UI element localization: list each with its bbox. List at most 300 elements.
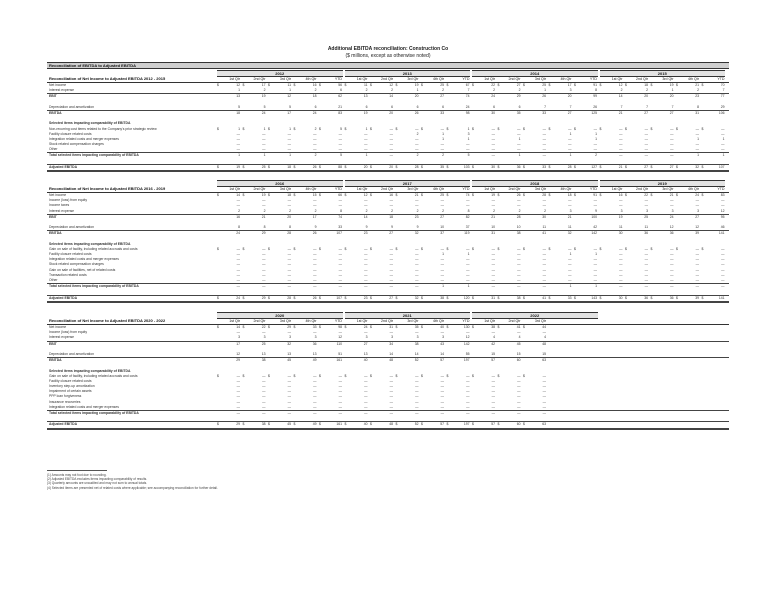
- cell-value: —: [236, 262, 240, 267]
- cell-value: —: [287, 131, 291, 136]
- currency-symbol: $: [421, 373, 423, 378]
- cell-value: —: [568, 267, 572, 272]
- currency-symbol: $: [268, 83, 270, 87]
- cell-value: —: [542, 404, 546, 409]
- cell-value: —: [415, 267, 419, 272]
- cell-value: —: [313, 389, 317, 394]
- cell-value: —: [338, 384, 342, 389]
- cell-value: 19: [261, 94, 266, 99]
- cell-value: 42: [593, 225, 597, 230]
- quarter-header: 2nd Qtr: [381, 187, 393, 191]
- cell-value: —: [670, 142, 674, 147]
- currency-symbol: $: [523, 295, 525, 300]
- cell-value: —: [389, 284, 393, 289]
- cell-value: —: [619, 142, 623, 147]
- currency-symbol: $: [395, 164, 398, 169]
- cell-value: —: [364, 147, 368, 152]
- cell-value: —: [644, 267, 648, 272]
- currency-symbol: $: [701, 164, 704, 169]
- quarter-header: YTD: [462, 187, 470, 191]
- quarter-header: YTD: [589, 187, 597, 191]
- cell-value: —: [491, 257, 495, 262]
- cell-value: —: [236, 284, 240, 289]
- currency-symbol: $: [701, 246, 704, 251]
- quarter-header: 3rd Qtr: [534, 187, 546, 191]
- cell-value: 12: [236, 351, 240, 356]
- cell-value: 27: [644, 164, 648, 169]
- cell-value: —: [695, 278, 699, 282]
- cell-value: 19: [414, 83, 419, 87]
- cell-value: 12: [236, 83, 240, 87]
- cell-value: —: [721, 142, 725, 147]
- cell-value: 7: [722, 88, 725, 93]
- cell-value: 125: [591, 110, 597, 115]
- cell-value: 40: [440, 325, 444, 329]
- cell-value: 13: [363, 351, 368, 356]
- cell-value: —: [262, 147, 266, 152]
- cell-value: —: [517, 378, 521, 383]
- cell-value: —: [440, 267, 444, 272]
- cell-value: —: [364, 378, 368, 383]
- quarter-header: YTD: [334, 77, 342, 81]
- cell-value: —: [415, 384, 419, 389]
- cell-value: —: [338, 257, 342, 262]
- cell-value: 38: [414, 341, 419, 346]
- cell-value: —: [415, 389, 419, 394]
- cell-value: —: [619, 267, 623, 272]
- cell-value: —: [389, 330, 393, 335]
- cell-value: —: [287, 399, 291, 404]
- cell-value: 99: [593, 94, 597, 99]
- cell-value: —: [542, 267, 546, 272]
- cell-value: 5: [238, 104, 240, 109]
- currency-symbol: $: [319, 325, 321, 329]
- cell-value: —: [466, 384, 470, 389]
- row-label: EBITDA: [49, 231, 62, 236]
- cell-value: —: [313, 278, 317, 282]
- quarter-header: 1st Qtr: [356, 77, 368, 81]
- cell-value: 3: [671, 208, 674, 213]
- cell-value: —: [542, 272, 546, 277]
- cell-value: 26: [593, 104, 597, 109]
- cell-value: —: [542, 389, 546, 394]
- cell-value: 12: [618, 83, 623, 87]
- cell-value: —: [313, 147, 317, 152]
- currency-symbol: $: [446, 325, 449, 329]
- cell-value: 51: [338, 351, 342, 356]
- currency-symbol: $: [268, 422, 270, 427]
- cell-value: 46: [720, 225, 725, 230]
- cell-value: —: [287, 257, 291, 262]
- cell-value: 13: [363, 94, 368, 99]
- cell-value: —: [568, 147, 572, 152]
- cell-value: —: [695, 203, 699, 208]
- cell-value: 44: [542, 325, 546, 329]
- cell-value: —: [287, 378, 291, 383]
- currency-symbol: $: [421, 164, 423, 169]
- cell-value: —: [542, 147, 546, 152]
- cell-value: 8: [289, 225, 291, 230]
- cell-value: 29: [720, 104, 725, 109]
- cell-value: 1: [595, 131, 597, 136]
- currency-symbol: $: [242, 422, 245, 427]
- cell-value: 37: [465, 225, 470, 230]
- cell-value: —: [695, 246, 699, 251]
- cell-value: 22: [491, 83, 495, 87]
- cell-value: —: [389, 373, 393, 378]
- row-label: Interest expense: [49, 208, 75, 213]
- currency-symbol: $: [497, 422, 500, 427]
- cell-value: 74: [465, 193, 470, 197]
- cell-value: 36: [312, 341, 317, 346]
- cell-value: —: [313, 284, 317, 289]
- cell-value: 7: [544, 104, 546, 109]
- cell-value: —: [338, 284, 342, 289]
- cell-value: 14: [440, 351, 444, 356]
- cell-value: 21: [261, 214, 266, 219]
- cell-value: —: [466, 198, 470, 203]
- cell-value: —: [262, 404, 266, 409]
- cell-value: —: [236, 203, 240, 208]
- currency-symbol: $: [446, 83, 449, 87]
- currency-symbol: $: [523, 83, 525, 87]
- footnote: (3) Quarterly amounts are unaudited and may not sum to annual totals.: [47, 481, 148, 486]
- cell-value: —: [389, 131, 393, 136]
- cell-value: —: [593, 262, 597, 267]
- cell-value: 1: [442, 136, 444, 141]
- row-label: Selected items impacting comparability of EBITDA: [49, 121, 131, 126]
- document-subtitle: ($ millions, except as otherwise noted): [345, 52, 431, 59]
- cell-value: 25: [644, 214, 648, 219]
- cell-value: 21: [491, 214, 495, 219]
- cell-value: —: [440, 394, 444, 399]
- cell-value: —: [389, 246, 393, 251]
- footnote: (1) Amounts may not foot due to rounding.: [47, 473, 107, 477]
- cell-value: 8: [340, 208, 342, 213]
- cell-value: 27: [669, 110, 674, 115]
- cell-value: 6: [442, 104, 444, 109]
- currency-symbol: $: [599, 83, 602, 87]
- cell-value: 98: [338, 325, 342, 329]
- cell-value: —: [695, 126, 699, 131]
- cell-value: 25: [440, 83, 444, 87]
- cell-value: —: [491, 262, 495, 267]
- currency-symbol: $: [625, 295, 627, 300]
- cell-value: —: [593, 257, 597, 262]
- cell-value: 24: [363, 325, 368, 329]
- cell-value: 130: [463, 325, 470, 329]
- cell-value: 1: [289, 88, 291, 93]
- currency-symbol: $: [650, 246, 653, 251]
- currency-symbol: $: [370, 164, 372, 169]
- cell-value: —: [517, 330, 521, 335]
- cell-value: 57: [491, 422, 495, 427]
- cell-value: 88: [338, 164, 342, 169]
- cell-value: 12: [669, 225, 674, 230]
- cell-value: 20: [669, 94, 674, 99]
- cell-value: —: [542, 203, 546, 208]
- cell-value: 1: [289, 126, 291, 131]
- cell-value: 1: [722, 136, 725, 141]
- cell-value: 21: [618, 110, 623, 115]
- cell-value: 6: [416, 104, 419, 109]
- cell-value: —: [389, 267, 393, 272]
- currency-symbol: $: [421, 246, 423, 251]
- row-label: Transaction related costs: [49, 272, 87, 277]
- currency-symbol: $: [599, 246, 602, 251]
- currency-symbol: $: [242, 126, 245, 131]
- cell-value: 45: [287, 422, 291, 427]
- cell-value: 3: [646, 208, 648, 213]
- row-label: Facility closure related costs: [49, 378, 92, 383]
- cell-value: 28: [287, 231, 291, 236]
- currency-symbol: $: [370, 246, 372, 251]
- cell-value: 2: [416, 208, 419, 213]
- cell-value: —: [313, 394, 317, 399]
- currency-symbol: $: [421, 83, 423, 87]
- row-label: Facility closure related costs: [49, 252, 92, 257]
- cell-value: 36: [516, 164, 521, 169]
- quarter-header: 1st Qtr: [484, 319, 495, 323]
- cell-value: —: [695, 284, 699, 289]
- reconciliation-section-2: [47, 180, 729, 303]
- currency-symbol: $: [446, 126, 449, 131]
- cell-value: 7: [646, 104, 648, 109]
- cell-value: —: [389, 153, 393, 158]
- cell-value: —: [568, 198, 572, 203]
- quarter-header: 1st Qtr: [356, 319, 368, 323]
- cell-value: 4: [518, 335, 521, 340]
- cell-value: —: [262, 272, 266, 277]
- quarter-header: 2nd Qtr: [253, 319, 266, 323]
- currency-symbol: $: [344, 422, 347, 427]
- cell-value: 17: [287, 110, 291, 115]
- cell-value: —: [466, 142, 470, 147]
- cell-value: —: [313, 272, 317, 277]
- cell-value: 19: [363, 110, 368, 115]
- cell-value: —: [262, 262, 266, 267]
- cell-value: 1: [467, 136, 470, 141]
- table-row: [47, 164, 729, 172]
- cell-value: 21: [618, 164, 623, 169]
- cell-value: 38: [516, 231, 521, 236]
- currency-symbol: $: [650, 164, 653, 169]
- cell-value: —: [517, 257, 521, 262]
- cell-value: 22: [261, 325, 266, 329]
- cell-value: —: [236, 272, 240, 277]
- cell-value: 23: [414, 214, 419, 219]
- currency-symbol: $: [701, 295, 704, 300]
- cell-value: —: [517, 384, 521, 389]
- cell-value: 20: [363, 164, 368, 169]
- cell-value: 10: [491, 225, 495, 230]
- cell-value: 18: [287, 193, 291, 197]
- cell-value: 9: [365, 225, 368, 230]
- currency-symbol: $: [421, 325, 423, 329]
- cell-value: 11: [644, 225, 648, 230]
- cell-value: —: [466, 378, 470, 383]
- cell-value: 18: [389, 214, 393, 219]
- cell-value: 7: [671, 104, 674, 109]
- cell-value: 1: [518, 136, 521, 141]
- cell-value: 17: [567, 83, 572, 87]
- cell-value: 21: [567, 214, 572, 219]
- currency-symbol: $: [701, 193, 704, 197]
- cell-value: 14: [389, 351, 393, 356]
- cell-value: 29: [516, 94, 521, 99]
- quarter-header: 4th Qtr: [560, 77, 572, 81]
- cell-value: 8: [263, 225, 266, 230]
- cell-value: 6: [493, 104, 495, 109]
- cell-value: 3: [416, 335, 419, 340]
- cell-value: —: [389, 126, 393, 131]
- cell-value: —: [313, 262, 317, 267]
- cell-value: 34: [389, 341, 393, 346]
- currency-symbol: $: [676, 164, 678, 169]
- cell-value: —: [287, 389, 291, 394]
- cell-value: —: [236, 394, 240, 399]
- cell-value: —: [721, 131, 725, 136]
- cell-value: —: [415, 262, 419, 267]
- cell-value: —: [313, 252, 317, 257]
- cell-value: —: [568, 272, 572, 277]
- cell-value: —: [287, 246, 291, 251]
- cell-value: —: [262, 389, 266, 394]
- quarter-header: 4th Qtr: [560, 187, 572, 191]
- cell-value: 43: [440, 341, 444, 346]
- cell-value: —: [670, 126, 674, 131]
- cell-value: 60: [516, 358, 521, 363]
- cell-value: —: [721, 257, 725, 262]
- cell-value: —: [389, 262, 393, 267]
- cell-value: 4: [493, 335, 495, 340]
- row-label: Depreciation and amortization: [49, 351, 95, 356]
- cell-value: —: [644, 136, 648, 141]
- row-label: Facility closure related costs: [49, 131, 92, 136]
- cell-value: —: [440, 384, 444, 389]
- cell-value: 23: [363, 295, 368, 300]
- cell-value: 1: [467, 252, 470, 257]
- cell-value: —: [491, 131, 495, 136]
- currency-symbol: $: [242, 325, 245, 329]
- row-label: Integration related costs and merger expenses: [49, 257, 119, 262]
- quarter-header: 3rd Qtr: [662, 187, 674, 191]
- cell-value: 8: [467, 208, 470, 213]
- cell-value: 27: [669, 164, 674, 169]
- cell-value: 19: [618, 214, 623, 219]
- footnote: (4) Selected items are presented net of related costs where applicable; see accompanying reconciliation for further detail.: [47, 485, 218, 490]
- cell-value: —: [364, 404, 368, 409]
- cell-value: —: [364, 384, 368, 389]
- cell-value: 11: [618, 225, 623, 230]
- currency-symbol: $: [676, 246, 678, 251]
- cell-value: 3: [569, 208, 572, 213]
- cell-value: —: [364, 203, 368, 208]
- cell-value: —: [287, 252, 291, 257]
- cell-value: —: [236, 198, 240, 203]
- quarter-header: 1st Qtr: [484, 187, 495, 191]
- currency-symbol: $: [344, 373, 347, 378]
- cell-value: 28: [516, 214, 521, 219]
- cell-value: —: [262, 399, 266, 404]
- cell-value: —: [670, 147, 674, 152]
- cell-value: 20: [287, 214, 291, 219]
- cell-value: —: [721, 272, 725, 277]
- cell-value: 66: [338, 193, 342, 197]
- cell-value: —: [644, 198, 648, 203]
- cell-value: 119: [464, 231, 470, 236]
- cell-value: 27: [644, 110, 648, 115]
- currency-symbol: $: [497, 373, 500, 378]
- cell-value: —: [389, 404, 393, 409]
- cell-value: —: [440, 404, 444, 409]
- cell-value: 49: [312, 422, 317, 427]
- currency-symbol: $: [446, 422, 449, 427]
- cell-value: —: [619, 252, 623, 257]
- cell-value: 2: [238, 208, 240, 213]
- cell-value: 62: [338, 94, 342, 99]
- cell-value: —: [670, 252, 674, 257]
- cell-value: —: [236, 246, 240, 251]
- cell-value: —: [313, 384, 317, 389]
- cell-value: —: [236, 384, 240, 389]
- cell-value: 30: [618, 231, 623, 236]
- cell-value: —: [593, 142, 597, 147]
- cell-value: 70: [720, 83, 725, 87]
- cell-value: 30: [491, 164, 495, 169]
- cell-value: —: [644, 153, 648, 158]
- currency-symbol: $: [293, 246, 296, 251]
- cell-value: —: [313, 411, 317, 415]
- cell-value: 2: [314, 126, 317, 131]
- cell-value: —: [415, 330, 419, 335]
- currency-symbol: $: [523, 193, 525, 197]
- cell-value: —: [364, 373, 368, 378]
- cell-value: 9: [595, 208, 597, 213]
- cell-value: 26: [312, 164, 317, 169]
- year-label: 2019: [600, 180, 726, 187]
- cell-value: —: [491, 252, 495, 257]
- cell-value: —: [466, 278, 470, 282]
- cell-value: —: [721, 262, 725, 267]
- currency-symbol: $: [472, 373, 474, 378]
- cell-value: —: [236, 131, 240, 136]
- cell-value: —: [364, 131, 368, 136]
- quarter-header: YTD: [717, 77, 725, 81]
- cell-value: —: [644, 131, 648, 136]
- cell-value: 8: [238, 225, 240, 230]
- cell-value: —: [364, 198, 368, 203]
- column-header-row: [47, 318, 729, 325]
- cell-value: 11: [363, 83, 368, 87]
- currency-symbol: $: [599, 164, 602, 169]
- cell-value: —: [338, 246, 342, 251]
- cell-value: —: [517, 284, 521, 289]
- cell-value: 37: [440, 231, 444, 236]
- cell-value: 23: [363, 231, 368, 236]
- row-label: Interest expense: [49, 335, 75, 340]
- cell-value: —: [415, 252, 419, 257]
- cell-value: —: [619, 153, 623, 158]
- cell-value: 13: [312, 351, 317, 356]
- cell-value: 142: [591, 231, 597, 236]
- cell-value: 2: [365, 88, 368, 93]
- cell-value: —: [644, 272, 648, 277]
- cell-value: —: [517, 267, 521, 272]
- cell-value: —: [262, 246, 266, 251]
- cell-value: —: [542, 411, 546, 415]
- currency-symbol: $: [370, 295, 372, 300]
